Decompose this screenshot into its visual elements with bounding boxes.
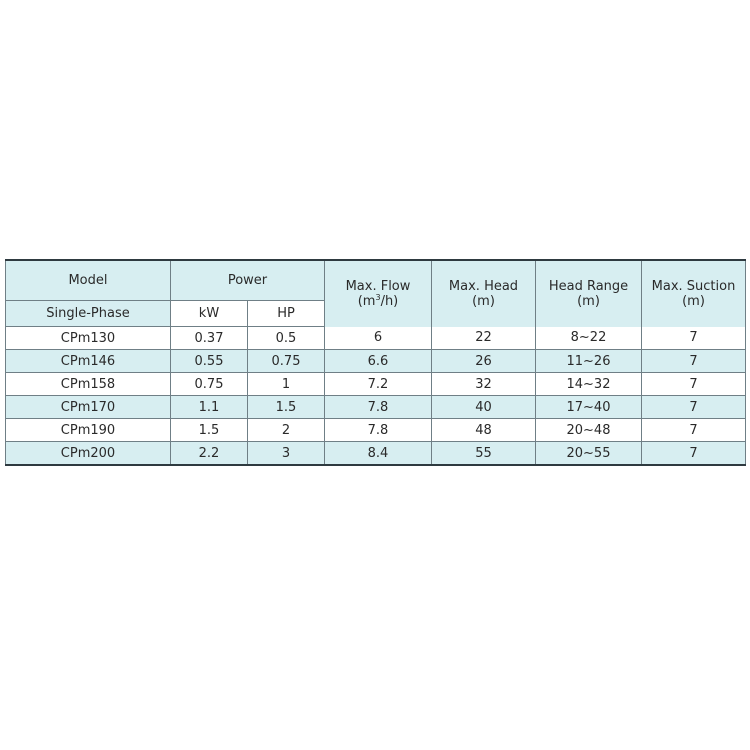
header-head-range [536, 260, 642, 327]
cell-suction: 7 [642, 327, 746, 350]
cell-suction: 7 [642, 350, 746, 373]
cell-hp: 1 [248, 373, 325, 396]
cell-hp: 0.5 [248, 327, 325, 350]
cell-hp: 2 [248, 419, 325, 442]
header-single-phase: Single-Phase [6, 301, 171, 327]
cell-head: 55 [432, 442, 536, 466]
cell-flow: 7.8 [325, 396, 432, 419]
cell-flow: 7.8 [325, 419, 432, 442]
cell-head: 40 [432, 396, 536, 419]
header-max-flow [325, 260, 432, 327]
cell-suction: 7 [642, 396, 746, 419]
cell-kw: 1.1 [171, 396, 248, 419]
table-row [6, 396, 746, 419]
cell-suction: 7 [642, 373, 746, 396]
header-head-range-unit: (m) [577, 293, 600, 309]
header-max-suction-unit: (m) [682, 293, 705, 309]
cell-model: CPm200 [6, 442, 171, 466]
cell-range: 20~55 [536, 442, 642, 466]
cell-range: 14~32 [536, 373, 642, 396]
cell-flow: 8.4 [325, 442, 432, 466]
header-model: Model [6, 260, 171, 301]
table-row [6, 442, 746, 466]
cell-model: CPm170 [6, 396, 171, 419]
cell-model: CPm146 [6, 350, 171, 373]
header-max-head-label: Max. Head [448, 278, 519, 294]
header-row-primary [6, 260, 746, 301]
cell-head: 22 [432, 327, 536, 350]
table-row [6, 419, 746, 442]
header-max-suction-label: Max. Suction [651, 278, 736, 294]
header-max-flow-label: Max. Flow [345, 278, 411, 294]
header-power: Power [171, 260, 325, 301]
cell-kw: 1.5 [171, 419, 248, 442]
cell-head: 32 [432, 373, 536, 396]
cell-hp: 3 [248, 442, 325, 466]
cell-hp: 1.5 [248, 396, 325, 419]
cell-suction: 7 [642, 442, 746, 466]
table-row [6, 327, 746, 350]
cell-head: 48 [432, 419, 536, 442]
cell-flow: 6 [325, 327, 432, 350]
cell-flow: 6.6 [325, 350, 432, 373]
header-hp: HP [248, 301, 325, 327]
cell-kw: 0.37 [171, 327, 248, 350]
header-max-flow-unit: $(m^3/h)$ [357, 292, 399, 309]
cell-hp: 0.75 [248, 350, 325, 373]
cell-kw: 0.75 [171, 373, 248, 396]
header-max-head [432, 260, 536, 327]
cell-flow: 7.2 [325, 373, 432, 396]
cell-range: 17~40 [536, 396, 642, 419]
cell-model: CPm158 [6, 373, 171, 396]
cell-model: CPm130 [6, 327, 171, 350]
cell-suction: 7 [642, 419, 746, 442]
cell-range: 11~26 [536, 350, 642, 373]
header-kw: kW [171, 301, 248, 327]
header-head-range-label: Head Range [548, 278, 629, 294]
header-max-head-unit: (m) [472, 293, 495, 309]
table-row [6, 373, 746, 396]
cell-model: CPm190 [6, 419, 171, 442]
cell-kw: 0.55 [171, 350, 248, 373]
cell-head: 26 [432, 350, 536, 373]
header-max-suction [642, 260, 746, 327]
table-row [6, 350, 746, 373]
cell-kw: 2.2 [171, 442, 248, 466]
pump-spec-table [5, 259, 746, 466]
cell-range: 8~22 [536, 327, 642, 350]
cell-range: 20~48 [536, 419, 642, 442]
